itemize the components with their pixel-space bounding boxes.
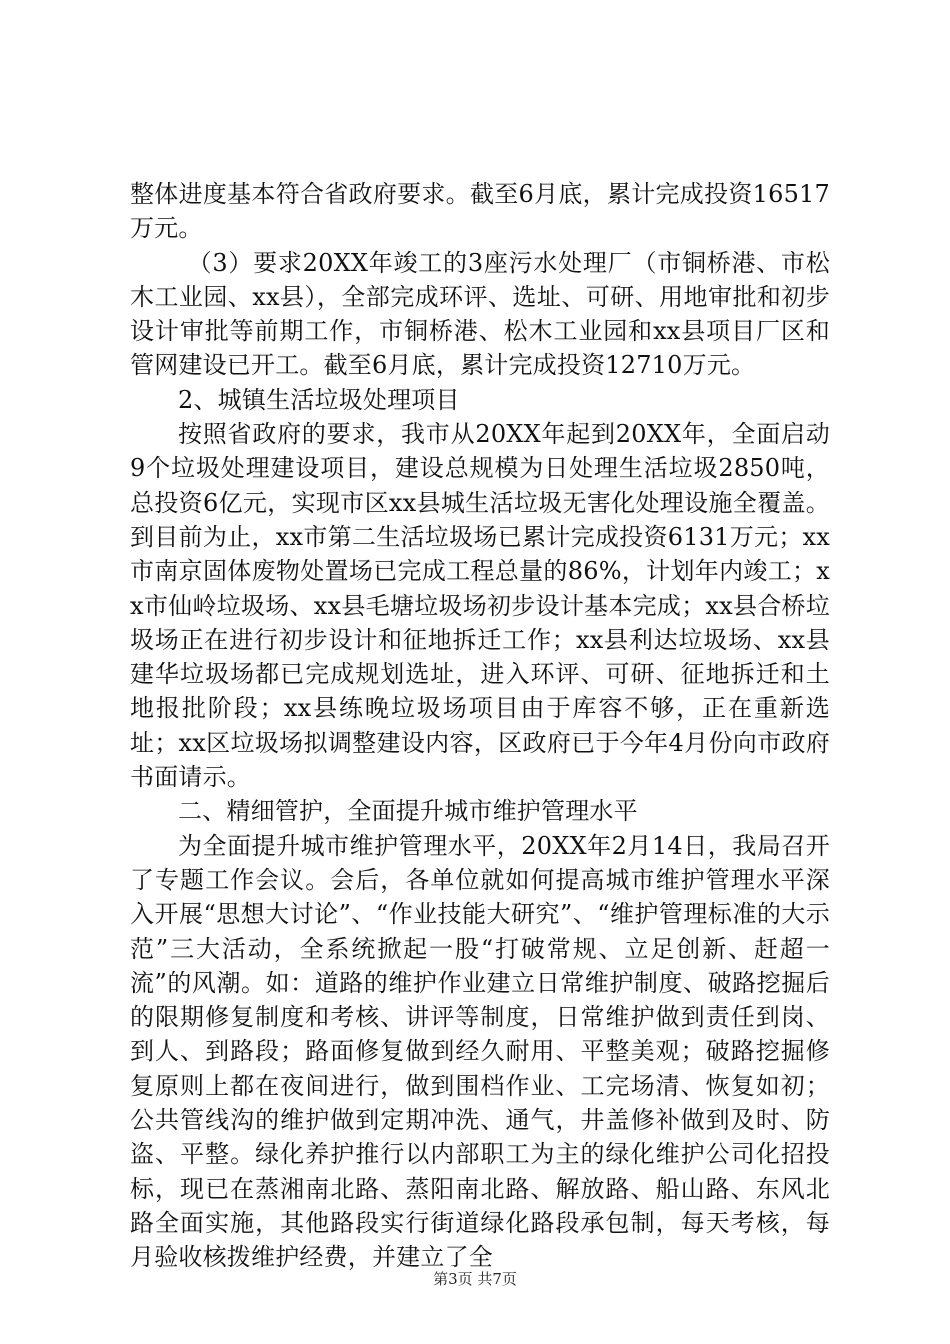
page-footer: 第3页 共7页: [433, 1270, 517, 1288]
heading-section-two: 二、精细管护，全面提升城市维护管理水平: [178, 797, 638, 826]
paragraph-maintenance: 为全面提升城市维护管理水平，20XX年2月14日，我局召开了专题工作会议。会后，各单位就如何提高城市维护管理水平深入开展“思想大讨论”、“作业技能大研究”、“维护管理标准的大示范”三大活动，全系统掀起一股“打破常规、立足创新、赶超一流”的风潮。如：道路的维护作业建立日常维护制度、破路挖掘后的限期修复制度和考核、讲评等制度，日常维护做到责任到岗、到人、到路段；路面修复做到经久耐用、平整美观；破路挖掘修复原则上都在夜间进行，做到围档作业、工完场清、恢复如初；公共管线沟的维护做到定期冲洗、通气，井盖修补做到及时、防盗、平整。绿化养护推行以内部职工为主的绿化维护公司化招投标，现已在蒸湘南北路、蒸阳南北路、解放路、船山路、东风北路全面实施，其他路段实行街道绿化路段承包制，每天考核，每月验收核拨维护经费，并建立了全: [130, 831, 830, 1272]
paragraph-sewage-plants: （3）要求20XX年竣工的3座污水处理厂（市铜桥港、市松木工业园、xx县），全部完成环评、选址、可研、用地审批和初步设计审批等前期工作，市铜桥港、松木工业园和xx县项目厂区和管网建设已开工。截至6月底，累计完成投资12710万元。: [130, 248, 830, 380]
paragraph-garbage-projects: 按照省政府的要求，我市从20XX年起到20XX年，全面启动9个垃圾处理建设项目，建设总规模为日处理生活垃圾2850吨，总投资6亿元，实现市区xx县城生活垃圾无害化处理设施全覆盖。到目前为止，xx市第二生活垃圾场已累计完成投资6131万元；xx市南京固体废物处置场已完成工程总量的86%，计划年内竣工；xx市仙岭垃圾场、xx县毛塘垃圾场初步设计基本完成；xx县合桥垃圾场正在进行初步设计和征地拆迁工作；xx县利达垃圾场、xx县建华垃圾场都已完成规划选址，进入环评、可研、征地拆迁和土地报批阶段；xx县练晚垃圾场项目由于库容不够，正在重新选址；xx区垃圾场拟调整建设内容，区政府已于今年4月份向市政府书面请示。: [130, 420, 830, 792]
paragraph-progress-summary: 整体进度基本符合省政府要求。截至6月底，累计完成投资16517万元。: [130, 180, 830, 243]
heading-garbage-projects: 2、城镇生活垃圾处理项目: [178, 385, 460, 414]
document-body: [130, 177, 830, 1275]
